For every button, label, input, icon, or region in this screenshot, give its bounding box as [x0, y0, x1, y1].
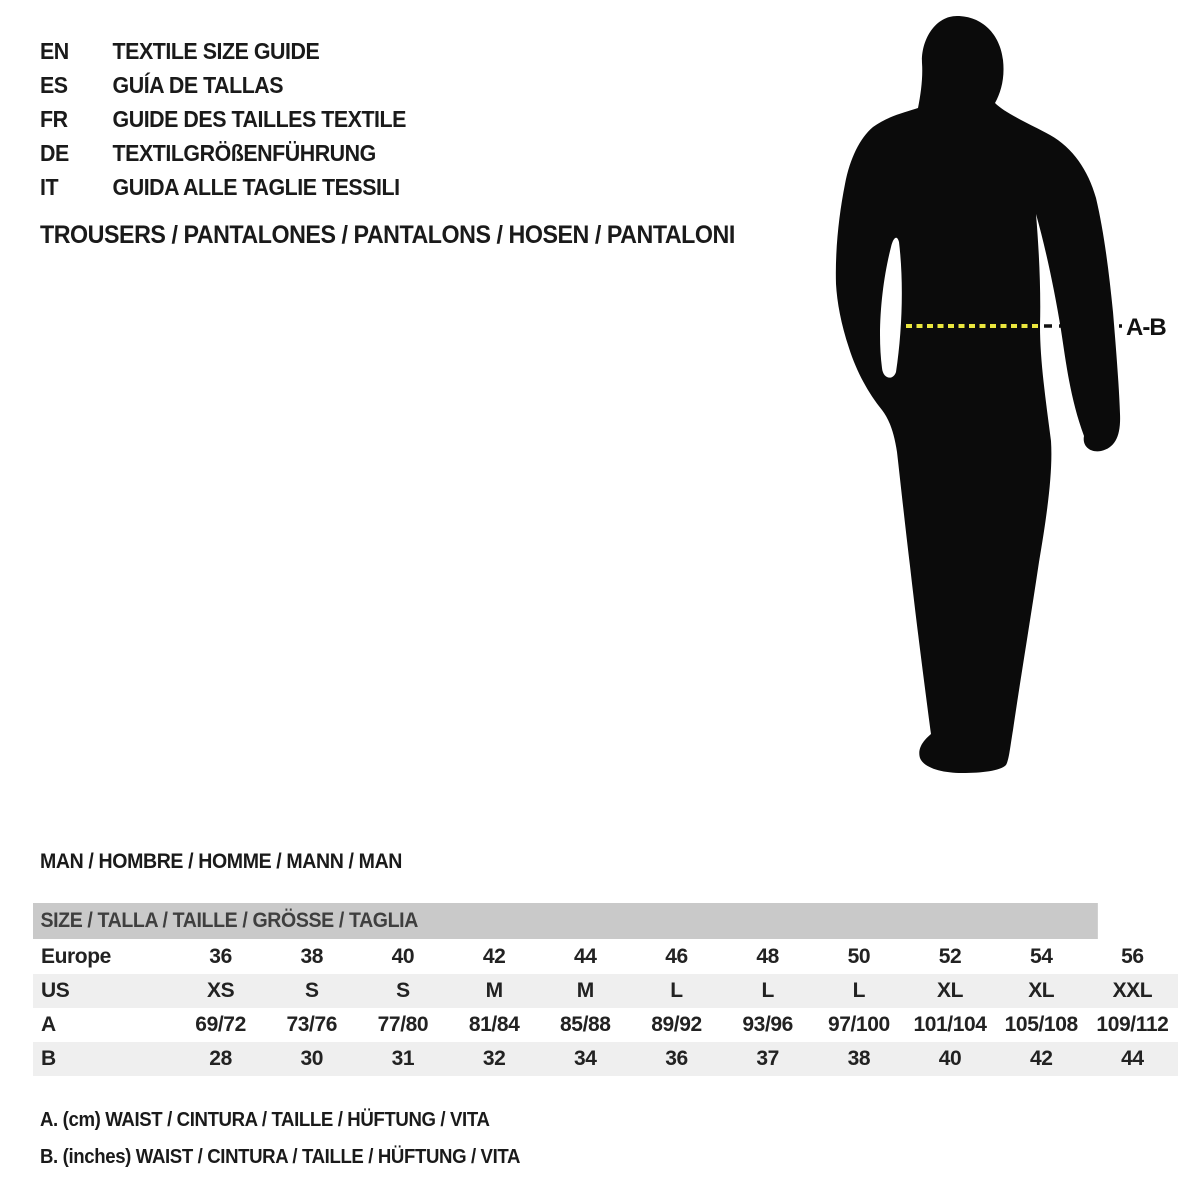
- size-cell: 81/84: [468, 1013, 520, 1036]
- language-guide-title: GUÍA DE TALLAS: [112, 72, 284, 98]
- size-cell: S: [304, 979, 319, 1002]
- size-cell: 31: [391, 1047, 415, 1070]
- measure-footnote-a: A. (cm) WAIST / CINTURA / TAILLE / HÜFTUNG / VITA: [40, 1109, 490, 1131]
- waist-measure-label: A-B: [1126, 314, 1166, 341]
- size-cell: 69/72: [195, 1013, 246, 1036]
- size-cell: 109/112: [1096, 1013, 1169, 1036]
- size-cell: XS: [206, 979, 235, 1002]
- size-cell: 44: [574, 945, 597, 968]
- size-cell: XL: [937, 979, 964, 1002]
- size-cell: 52: [938, 945, 962, 968]
- size-cell: 34: [574, 1047, 597, 1070]
- size-cell: 37: [756, 1047, 779, 1070]
- size-cell: 89/92: [651, 1013, 702, 1036]
- size-table: [33, 903, 1178, 1076]
- size-row-label: B: [41, 1047, 56, 1070]
- size-cell: 42: [482, 945, 506, 968]
- size-cell: 97/100: [827, 1013, 890, 1036]
- size-cell: 38: [300, 945, 324, 968]
- language-code: ES: [40, 72, 68, 98]
- size-cell: 46: [665, 945, 688, 968]
- size-cell: XL: [1028, 979, 1055, 1002]
- size-cell: M: [485, 979, 503, 1002]
- size-cell: 28: [209, 1047, 232, 1070]
- language-guide-title: TEXTILGRÖßENFÜHRUNG: [112, 140, 376, 166]
- size-cell: 77/80: [377, 1013, 429, 1036]
- size-cell: 44: [1121, 1047, 1144, 1070]
- size-cell: 54: [1029, 945, 1053, 968]
- size-cell: L: [761, 979, 774, 1002]
- size-cell: 85/88: [560, 1013, 611, 1036]
- measure-footnote-b: B. (inches) WAIST / CINTURA / TAILLE / HÜFTUNG / VITA: [40, 1146, 521, 1168]
- size-cell: 42: [1029, 1047, 1053, 1070]
- size-table-rows: [33, 940, 1178, 1076]
- gender-section-title: MAN / HOMBRE / HOMME / MANN / MAN: [40, 850, 403, 873]
- size-cell: M: [576, 979, 594, 1002]
- size-cell: 36: [209, 945, 232, 968]
- language-code: EN: [40, 38, 69, 64]
- language-guide-title: GUIDA ALLE TAGLIE TESSILI: [112, 174, 400, 200]
- garment-category-title: TROUSERS / PANTALONES / PANTALONS / HOSEN / PANTALONI: [40, 221, 735, 249]
- size-cell: 56: [1121, 945, 1144, 968]
- size-cell: 101/104: [913, 1013, 987, 1036]
- size-row-label: Europe: [41, 945, 111, 968]
- size-cell: 38: [847, 1047, 871, 1070]
- size-cell: 50: [847, 945, 871, 968]
- size-cell: 40: [391, 945, 415, 968]
- language-code: FR: [40, 106, 68, 132]
- size-cell: 73/76: [286, 1013, 338, 1036]
- size-cell: 105/108: [1004, 1013, 1078, 1036]
- language-guide-title: TEXTILE SIZE GUIDE: [112, 38, 320, 64]
- size-cell: 30: [300, 1047, 324, 1070]
- language-code: IT: [40, 174, 59, 200]
- size-cell: 48: [756, 945, 779, 968]
- size-table-header: SIZE / TALLA / TAILLE / GRÖSSE / TAGLIA: [33, 903, 1098, 939]
- measure-footnotes: [40, 1102, 520, 1176]
- language-code: DE: [40, 140, 69, 166]
- size-table-row-us: [33, 974, 1178, 1008]
- size-cell: 36: [665, 1047, 688, 1070]
- size-cell: 93/96: [742, 1013, 793, 1036]
- size-cell: L: [670, 979, 683, 1002]
- size-cell: 32: [482, 1047, 506, 1070]
- language-guide-title: GUIDE DES TAILLES TEXTILE: [112, 106, 406, 132]
- size-table-row-a: [33, 1008, 1178, 1042]
- size-cell: L: [852, 979, 866, 1002]
- size-cell: 40: [938, 1047, 962, 1070]
- size-row-label: US: [41, 979, 70, 1002]
- size-cell: S: [396, 979, 410, 1002]
- size-table-row-b: [33, 1042, 1178, 1076]
- man-silhouette: [836, 16, 1120, 773]
- size-table-row-europe: [33, 940, 1178, 974]
- size-cell: XXL: [1112, 979, 1153, 1002]
- size-row-label: A: [41, 1013, 56, 1036]
